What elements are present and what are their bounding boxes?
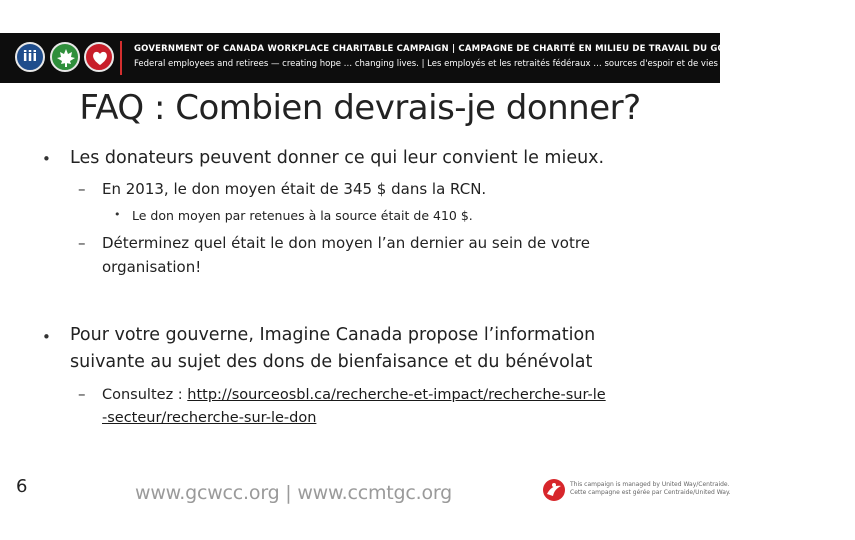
- uw-line-2: Cette campagne est gérée par Centraide/United Way.: [570, 489, 731, 496]
- bullet-1-sub-1: En 2013, le don moyen était de 345 $ dans la RCN.: [102, 180, 487, 198]
- page-number: 6: [16, 476, 28, 497]
- united-way-logo: [543, 479, 565, 501]
- dash-icon: –: [78, 385, 86, 403]
- bullet-2-line-1: Pour votre gouverne, Imagine Canada propose l’information: [70, 325, 596, 345]
- consult-label: Consultez :: [102, 387, 188, 403]
- bullet-1-sub-1-sub: Le don moyen par retenues à la source était de 410 $.: [132, 208, 473, 223]
- maple-leaf-logo: [50, 42, 80, 72]
- bullet-2-sub-line-2: [102, 407, 316, 430]
- bullet-1-sub-2-line-1: Déterminez quel était le don moyen l’an dernier au sein de votre: [102, 234, 590, 252]
- logo-initials: iii: [22, 49, 38, 65]
- banner-divider: [120, 41, 122, 75]
- imagine-canada-link-continued[interactable]: -secteur/recherche-sur-le-don: [102, 410, 317, 426]
- united-way-hand-icon: [543, 479, 565, 501]
- bullet-dot-icon: •: [42, 328, 51, 346]
- slide-title: FAQ : Combien devrais-je donner?: [79, 88, 641, 128]
- dash-icon: –: [78, 180, 86, 198]
- footer-urls: www.gcwcc.org | www.ccmtgc.org: [135, 482, 453, 504]
- banner-tagline: Federal employees and retirees — creating hope … changing lives. | Les employés et les retraités fédéraux … sources d'espoir et de vies nouvelles.: [134, 59, 765, 69]
- bullet-dot-icon: •: [42, 150, 51, 168]
- bullet-1: Les donateurs peuvent donner ce qui leur convient le mieux.: [70, 148, 605, 168]
- dash-icon: –: [78, 234, 86, 252]
- united-way-text: [570, 481, 731, 497]
- bullet-2-line-2: suivante au sujet des dons de bienfaisance et du bénévolat: [70, 352, 593, 372]
- imagine-canada-link[interactable]: http://sourceosbl.ca/recherche-et-impact/recherche-sur-le: [187, 387, 606, 403]
- heart-hand-logo: [84, 42, 114, 72]
- bullet-2-sub: [102, 384, 606, 407]
- bullet-1-sub-2-line-2: organisation!: [102, 258, 202, 276]
- heart-icon: [89, 47, 111, 69]
- bullet-dot-icon: •: [114, 208, 121, 221]
- banner-title: GOVERNMENT OF CANADA WORKPLACE CHARITABLE CAMPAIGN | CAMPAGNE DE CHARITÉ EN MILIEU DE TRAVAIL DU GOUVERNEMENT DU CANADA: [134, 44, 855, 54]
- gcwcc-logo: [15, 42, 45, 72]
- maple-leaf-icon: [55, 47, 77, 69]
- uw-line-1: This campaign is managed by United Way/Centraide.: [570, 481, 730, 488]
